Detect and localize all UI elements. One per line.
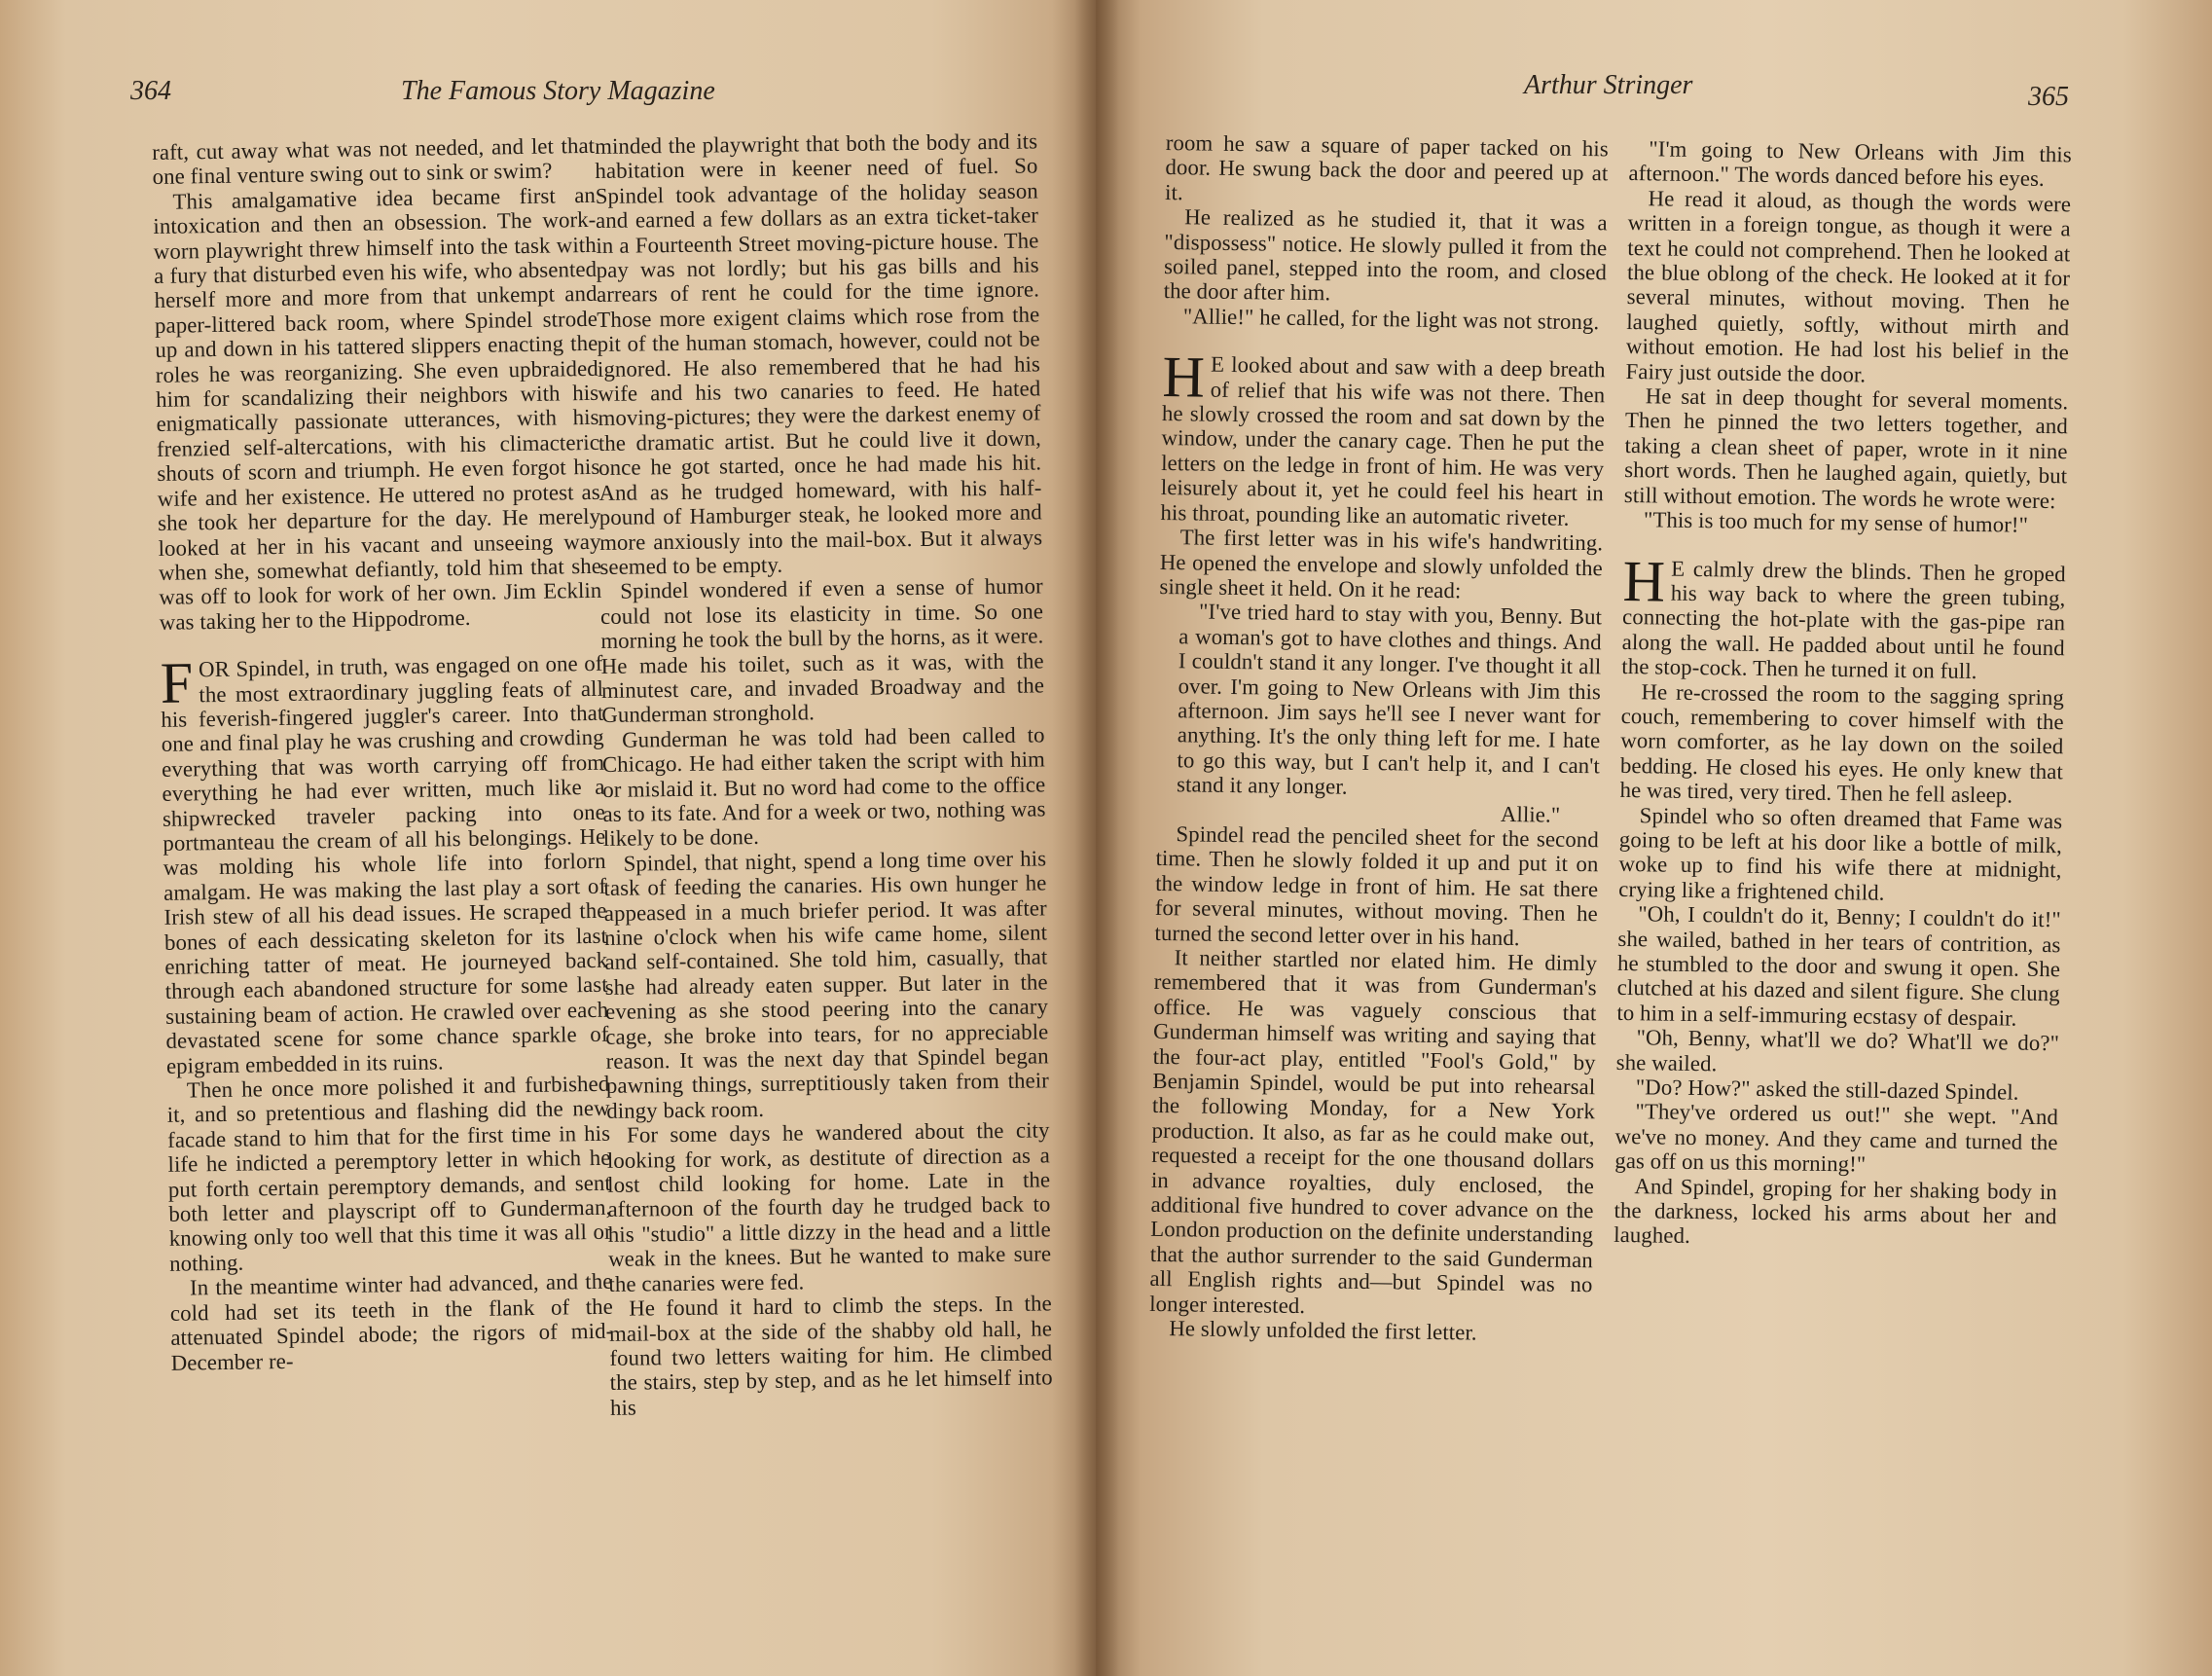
running-title-left: The Famous Story Magazine bbox=[401, 76, 715, 106]
paragraph: In the meantime winter had advanced, and the cold had set its teeth in the flank of the attenuated Spindel abode; the rigors of mid-December re- bbox=[169, 1268, 614, 1375]
paragraph: "Oh, Benny, what'll we do? What'll we do?" she wailed. bbox=[1615, 1025, 2060, 1075]
paragraph: E calmly drew the blinds. Then he groped his way back to where the green tubing, connecting the hot-plate with the gas-pipe ran along the wall. He padded about until he found the stop-cock. Then he turned it on full. bbox=[1621, 556, 2066, 684]
paragraph: Spindel who so often dreamed that Fame was going to be left at his door like a bottle of milk, woke up to find his wife there at midnight, crying like a frightened child. bbox=[1618, 802, 2063, 905]
book-gutter bbox=[1074, 0, 1119, 1676]
paragraph: Spindel, that night, spend a long time over his task of feeding the canaries. His own hunger he appeased in a much briefer period. It was after nine o'clock when his wife came home, silent and self-contained. She told him, casually, that she had already eaten supper. But later in the evening as she stood peering into the canary cage, she broke into tears, for no appreciable reason. It was the next day that Spindel began pawning things, surreptitiously taken from their dingy back room. bbox=[603, 846, 1050, 1123]
paragraph: It neither startled nor elated him. He dimly remembered that it was from Gunderman's office. He was vaguely conscious that Gunderman himself was writing and saying that the four-act play, entitled "Fool's Gold," by Benjamin Spindel, would be put into rehearsal the following Monday, for a New York production. It also, as far as he could make out, requested a receipt for the one thousand dollars in advance royalties, duly enclosed, the additional five hundred to cover advance on the London production on the definite understanding that the author surrender to the said Gunderman all English rights and—but Spindel was no longer interested. bbox=[1148, 945, 1598, 1318]
quoted-letter: "I've tried hard to stay with you, Benny. But a woman's got to have clothes and things. And I couldn't stand it any longer. I've thought it all over. I'm going to New Orleans with Jim this afternoon. Jim says he'll see I never want for anything. It's the only thing left for me. I hate to go this way, but I can't help it, and I can't stand it any longer. bbox=[1176, 599, 1603, 799]
paragraph: E looked about and saw with a deep breath of relief that his wife was not there. Then he slowly crossed the room and sat down by the window, under the canary cage. Then he put the letters on the ledge in front of him. He was very leisurely about it, yet he could feel his heart in his throat, pounding like an automatic riveter. bbox=[1160, 351, 1606, 530]
column-1 bbox=[152, 133, 614, 1375]
paragraph: "They've ordered us out!" she wept. "And we've no money. And they came and turned the gas off on us this morning!" bbox=[1614, 1099, 2059, 1177]
paragraph: "Allie!" he called, for the light was not strong. bbox=[1182, 304, 1600, 335]
paragraph: raft, cut away what was not needed, and let that one final venture swing out to sink or swim? bbox=[152, 132, 596, 190]
paragraph: This amalgamative idea became first an intoxication and then an obsession. The work-worn playwright threw himself into the task with a fury that disturbed even his wife, who absented herself more and more from that unkempt and paper-littered back room, where Spindel strode up and down in his tattered slippers enacting the roles he was reorganizing. She even upbraided him for scandalizing their neighbors with his enigmatically passionate utterances, with his frenzied self-altercations, with his climacteric shouts of scorn and triumph. He even forgot his wife and her existence. He uttered no protest as she took her departure for the day. He merely looked at her in his vacant and unseeing way when she, somewhat defiantly, told him that she was off to look for work of her own. Jim Ecklin was taking her to the Hippodrome. bbox=[153, 182, 602, 635]
paragraph: minded the playwright that both the body and its habitation were in keener need of fuel. So Spindel took advantage of the holiday season and earned a few dollars as an extra ticket-taker in a Fourteenth Street moving-picture house. The pay was not lordly; but his gas bills and his arrears of rent he could for the time ignore. Those more exigent claims which rose from the pit of the human stomach, however, could not be ignored. He also remembered that he had his wife and his two canaries to feed. He hated moving-pictures; they were the darkest enemy of the dramatic artist. But he could live it down, once he got started, once he had made his hit. And as he trudged homeward, with his half-pound of Hamburger steak, he looked more and more anxiously into the mail-box. But it always seemed to be empty. bbox=[595, 128, 1043, 579]
page-number-right: 365 bbox=[2028, 82, 2069, 112]
paragraph: The first letter was in his wife's handwriting. He opened the envelope and slowly unfolded the single sheet it held. On it he read: bbox=[1159, 525, 1604, 603]
section-opening bbox=[1621, 548, 2066, 684]
column-2 bbox=[595, 128, 1053, 1420]
drop-cap: F bbox=[160, 650, 194, 716]
paragraph: He re-crossed the room to the sagging spring couch, remembering to cover himself with the worn comforter, as he lay down on the soiled bedding. He closed his eyes. He only knew that he was tired, very tired. Then he fell asleep. bbox=[1619, 678, 2065, 808]
running-title-right: Arthur Stringer bbox=[1524, 70, 1693, 100]
section-opening bbox=[1160, 345, 1606, 530]
drop-cap: H bbox=[1622, 548, 1666, 614]
paragraph: Spindel wondered if even a sense of humor could not lose its elasticity in time. So one morning he took the bull by the horns, as it were. He made his toilet, such as it was, with the minutest care, and invaded Broadway and the Gunderman stronghold. bbox=[599, 573, 1045, 728]
paragraph: He sat in deep thought for several moments. Then he pinned the two letters together, and taking a clean sheet of paper, wrote in it nine short words. Then he laughed again, quietly, but still without emotion. The words he wrote were: bbox=[1623, 383, 2069, 513]
paragraph: Then he once more polished it and furbished it, and so pretentious and flashing did the new facade stand to him that for the first time in his life he indicted a peremptory letter in which he put forth certain peremptory demands, and sent both letter and playscript off to Gunderman, knowing only too well that this time it was all or nothing. bbox=[166, 1071, 612, 1276]
drop-cap: H bbox=[1162, 345, 1206, 410]
paragraph: OR Spindel, in truth, was engaged on one of the most extraordinary juggling feats of all his feverish-fingered juggler's career. Into that one and final play he was crushing and crowding everything that was worth carrying off from everything he had ever written, much like a shipwrecked traveler packing into one portmanteau the cream of all his belongings. He was molding his whole life into forlorn amalgam. He was making the last play a sort of Irish stew of all his dead issues. He scraped the bones of each dessicating skeleton for its last enriching tatter of meat. He journeyed back through each abandoned structure for some last sustaining beam of action. He crawled over each devastated scene for some chance sparkle of epigram embedded in its ruins. bbox=[161, 650, 609, 1078]
paragraph: Gunderman he was told had been called to Chicago. He had either taken the script with him or mislaid it. But no word had come to the office as to its fate. And for a week or two, nothing was likely to be done. bbox=[601, 722, 1046, 852]
paragraph: room he saw a square of paper tacked on his door. He swung back the door and peered up at it. bbox=[1164, 130, 1609, 205]
letter-signature: Allie." bbox=[1500, 801, 1561, 827]
paragraph: "This is too much for my sense of humor!" bbox=[1643, 507, 2029, 537]
page-number-left: 364 bbox=[130, 76, 171, 106]
paragraph: "I'm going to New Orleans with Jim this afternoon." The words danced before his eyes. bbox=[1628, 136, 2072, 192]
column-3 bbox=[1149, 130, 1609, 1347]
right-page bbox=[1096, 0, 2212, 1676]
paragraph: He slowly unfolded the first letter. bbox=[1169, 1316, 1477, 1345]
paragraph: "Do? How?" asked the still-dazed Spindel. bbox=[1635, 1075, 2019, 1105]
paragraph: For some days he wandered about the city looking for work, as destitute of direction as a lost child looking for home. Late in the afternoon of the fourth day he trudged back to his "studio" a little dizzy in the head and a little weak in the knees. But he wanted to make sure the canaries were fed. bbox=[606, 1117, 1052, 1296]
section-opening bbox=[160, 651, 609, 1078]
left-page bbox=[0, 0, 1096, 1676]
paragraph: Spindel read the penciled sheet for the second time. Then he slowly folded it up and put it on the window ledge in front of him. He sat there for several minutes, without moving. Then he turned the second letter over in his hand. bbox=[1154, 821, 1600, 950]
column-4 bbox=[1614, 136, 2072, 1254]
paragraph: He found it hard to climb the steps. In the mail-box at the side of the shabby old hall, he found two letters waiting for him. He climbed the stairs, step by step, and as he let himself into his bbox=[608, 1291, 1053, 1420]
paragraph: And Spindel, groping for her shaking body in the darkness, locked his arms about her and laughed. bbox=[1614, 1173, 2058, 1249]
paragraph: He read it aloud, as though the words were written in a foreign tongue, as though it were a text he could not comprehend. Then he looked at the blue oblong of the check. He looked at it for several minutes, without moving. Then he laughed quietly, softly, without mirth and without emotion. He had lost his belief in the Fairy just outside the door. bbox=[1625, 186, 2072, 387]
paragraph: He realized as he studied it, that it was a "dispossess" notice. He slowly pulled it from the soiled panel, stepped into the room, and closed the door after him. bbox=[1163, 204, 1608, 306]
paragraph: "Oh, I couldn't do it, Benny; I couldn't do it!" she wailed, bathed in her tears of contrition, as he stumbled to the door and swung it open. She clutched at his dazed and silent figure. She clung to him in a self-immuring ecstasy of despair. bbox=[1616, 901, 2061, 1031]
